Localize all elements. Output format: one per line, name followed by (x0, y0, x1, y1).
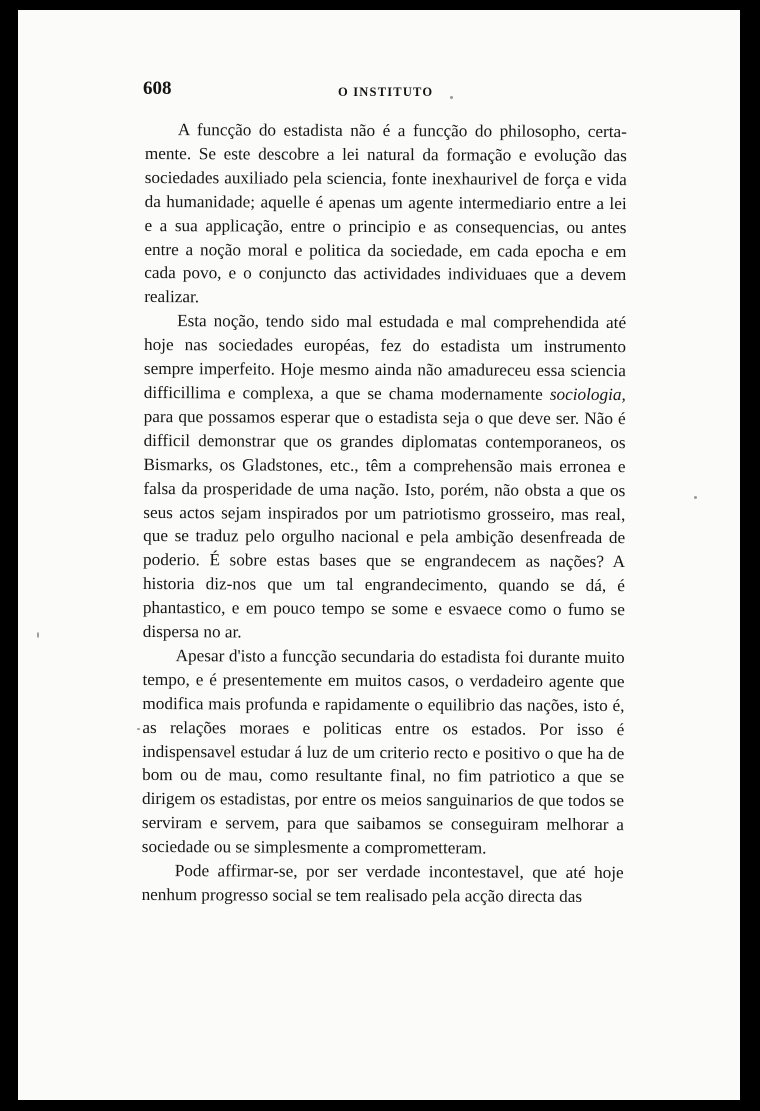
page-number: 608 (143, 78, 172, 99)
paragraph: A funcção do estadista não é a funcção do philosopho, certamente. Se este descobre a lei natural da formação e evolução das sociedades auxiliado pela sciencia, fonte inexhaurivel de força e vida da humanidade; aquelle é apenas um agente intermediario entre a lei e a sua applicação, entre o principio e as consequencias, ou antes entre a noção moral e politica da sociedade, em cada epocha e em cada povo, e o conjuncto das actividades individuaes que a devem realizar. (144, 120, 627, 307)
paper-speck (37, 632, 39, 638)
paragraph: Apesar d'isto a funcção secundaria do estadista foi durante muito tempo, e é presentemente em muitos casos, o verdadeiro agente que modifica mais profunda e rapidamente o equilibrio das nações, isto é, as relações moraes e politicas entre os estados. Por isso é indispensavel estudar á luz de um criterio recto e positivo o que ha de bom ou de mau, como resultante final, no fim patriotico a que se dirigem os estadistas, por entre os meios sanguinarios de que todos se serviram e servem, para que saibamos se conseguiram melhorar a sociedade ou se simplesmente a comprometteram. (141, 646, 625, 858)
paragraph (143, 309, 626, 646)
paper-speck (137, 728, 140, 730)
running-head (143, 70, 613, 100)
article-body (142, 118, 627, 909)
paragraph: Pode affirmar-se, por ser verdade incontestavel, que até hoje nenhum progresso social se tem realisado pela acção directa das (141, 861, 624, 906)
paper-speck (694, 496, 697, 499)
paragraph-text: para que possamos esperar que o estadista seja o que deve ser. Não é difficil demonstrar que os grandes diplomatas contemporaneos, os Bismarks, os Gladstones, etc., têm a comprehensão mais erronea e falsa da prosperidade de uma nação. Isto, porém, não obsta a que os seus actos sejam inspirados por um patriotismo grosseiro, mas real, que se traduz pelo orgulho nacional e pela ambição desenfreada de poderio. É sobre estas bases que se engrandecem as nações? A historia diz-nos que um tal engrandecimento, quando se dá, é phantastico, e em pouco tempo se some e esvaece como o fumo se dispersa no ar. (142, 406, 626, 642)
paragraph-text: Esta noção, tendo sido mal estudada e mal comprehendida até hoje nas sociedades européas, fez do estadista um instrumento sempre imperfeito. Hoje mesmo ainda não amadureceu essa sciencia difficillima e complexa, a que se chama modernamente (143, 311, 627, 404)
journal-title: O INSTITUTO (338, 85, 434, 99)
italic-term-sociologia: sociologia, (549, 384, 626, 405)
